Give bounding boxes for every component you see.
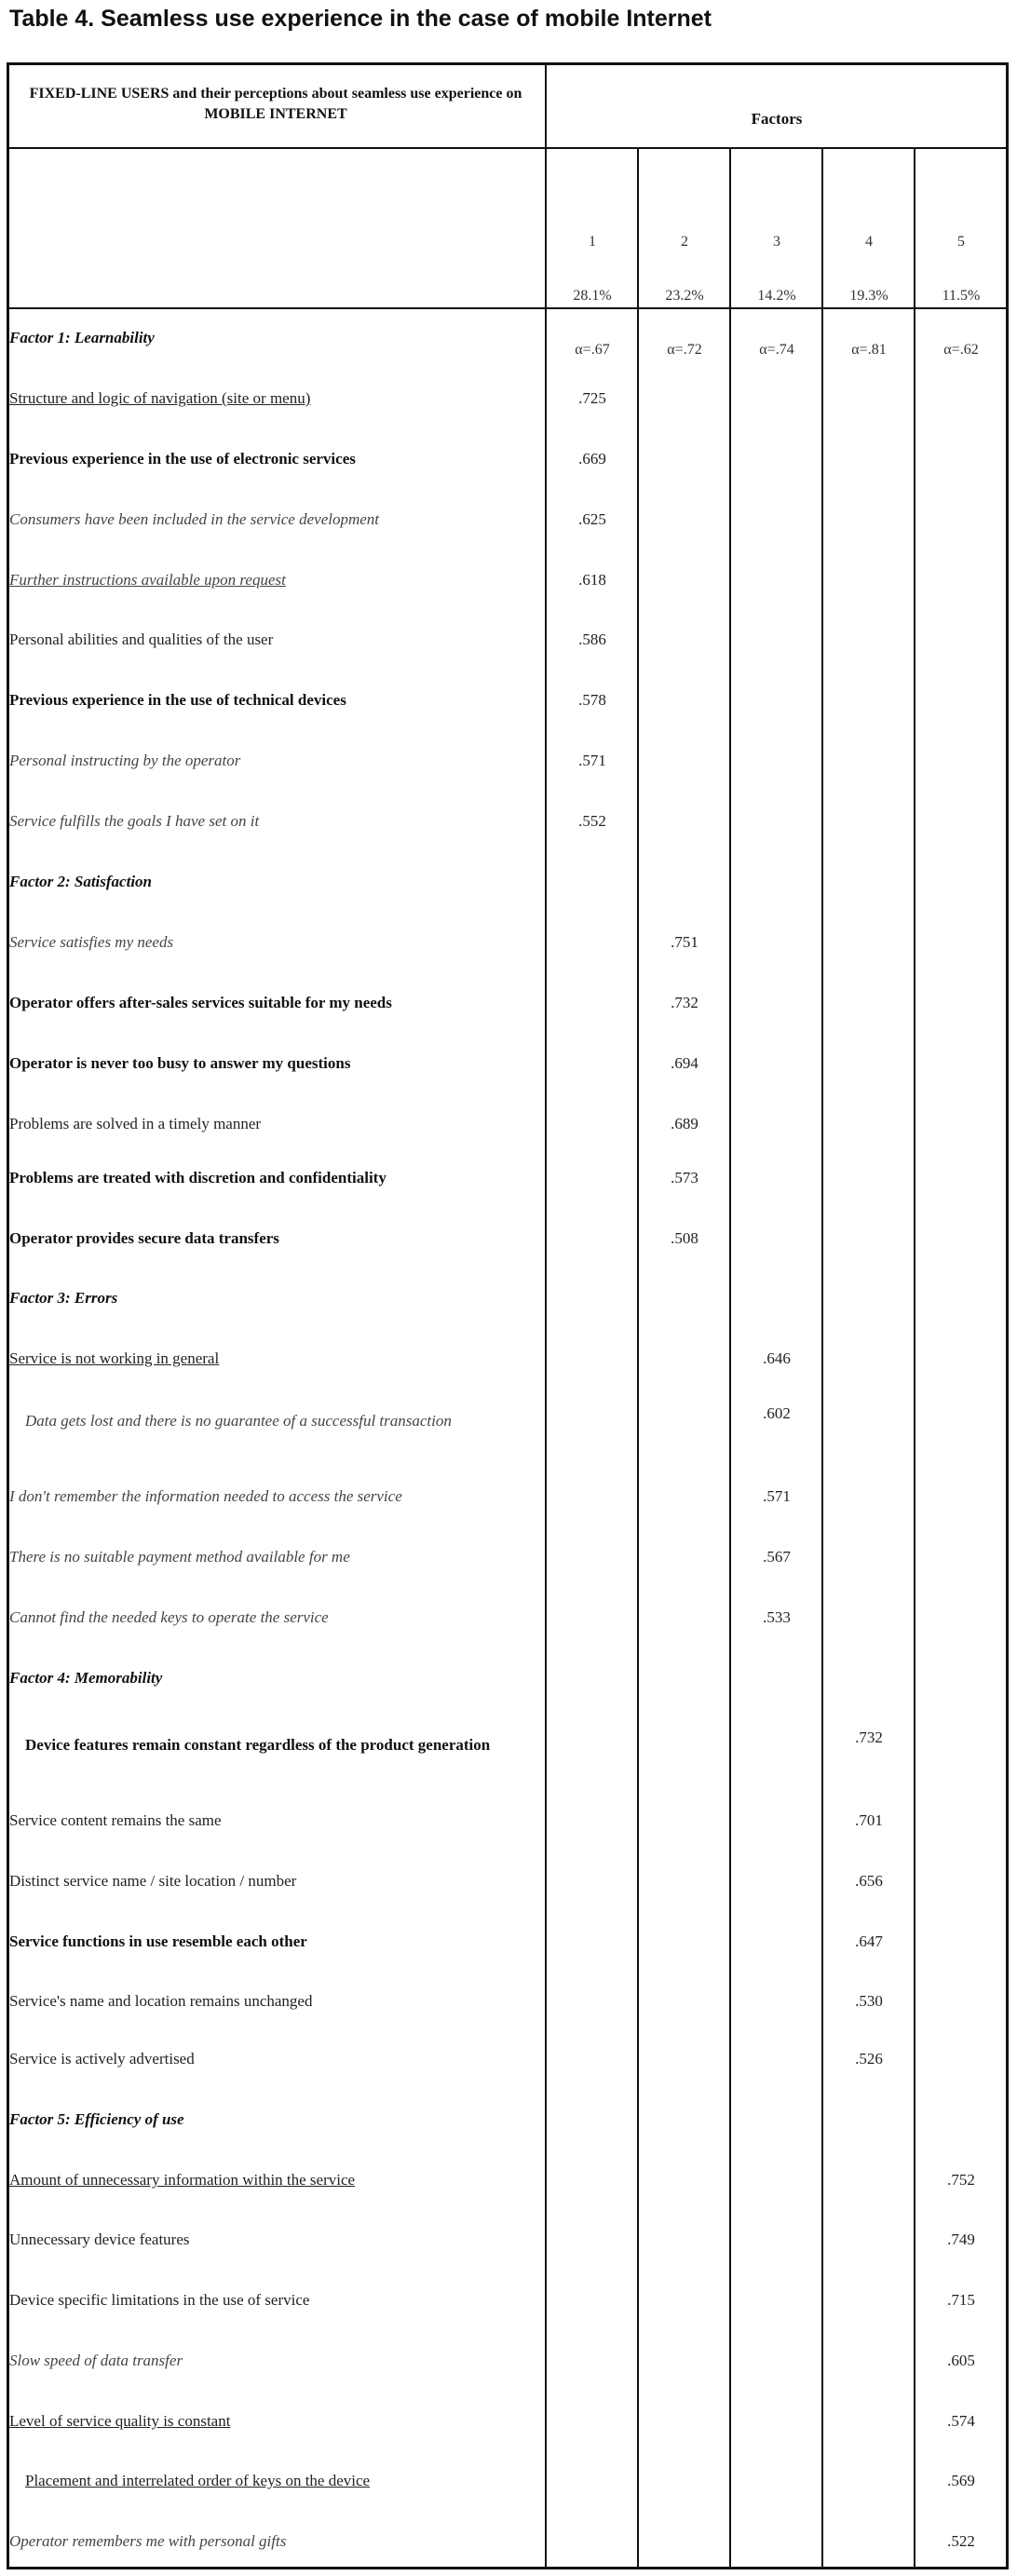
- item-label: Service functions in use resemble each other: [9, 1932, 307, 1950]
- item-label: Problems are solved in a timely manner: [9, 1115, 262, 1132]
- factor-number: 4: [865, 234, 873, 250]
- factor-loading: .602: [763, 1404, 791, 1422]
- item-label: Distinct service name / site location / number: [9, 1872, 297, 1890]
- factor-heading: Factor 2: Satisfaction: [9, 873, 153, 890]
- item-label: Structure and logic of navigation (site or menu): [9, 389, 311, 407]
- factor-variance: 23.2%: [665, 288, 704, 304]
- factor-loading: .725: [578, 389, 606, 407]
- factor-header-4: [824, 231, 914, 360]
- item-label: I don't remember the information needed to access the service: [9, 1487, 402, 1505]
- factor-alpha: α=.62: [943, 342, 979, 358]
- item-label: Cannot find the needed keys to operate the service: [9, 1608, 329, 1626]
- factor-header-3: [732, 231, 821, 360]
- item-label: Problems are treated with discretion and confidentiality: [9, 1169, 386, 1186]
- factor-loading: .732: [671, 994, 698, 1011]
- header-divider: [9, 147, 1006, 149]
- item-label: Level of service quality is constant: [9, 2412, 231, 2430]
- factor-variance: 19.3%: [849, 288, 888, 304]
- factor-alpha: α=.81: [851, 342, 887, 358]
- factor-loading: .530: [855, 1992, 883, 2010]
- column-divider: [821, 147, 823, 2567]
- item-label: Placement and interrelated order of keys on the device: [25, 2472, 371, 2489]
- factor-loading: .552: [578, 812, 606, 830]
- factor-loading: .669: [578, 450, 606, 468]
- factor-loading: .749: [947, 2230, 975, 2248]
- factor-loading: .533: [763, 1608, 791, 1626]
- item-label: Operator is never too busy to answer my questions: [9, 1054, 351, 1072]
- factor-header-2: [640, 231, 729, 360]
- factor-variance: 14.2%: [757, 288, 796, 304]
- factor-loading: .647: [855, 1932, 883, 1950]
- label-column-divider: [545, 65, 547, 2567]
- factor-loading: .571: [578, 752, 606, 769]
- factor-loading: .694: [671, 1054, 698, 1072]
- item-label: Slow speed of data transfer: [9, 2352, 183, 2369]
- item-label: Personal instructing by the operator: [9, 752, 241, 769]
- item-label: Previous experience in the use of electronic services: [9, 450, 356, 468]
- factor-alpha: α=.72: [667, 342, 702, 358]
- factor-number: 3: [773, 234, 780, 250]
- factor-loading: .586: [578, 630, 606, 648]
- factor-loading: .618: [578, 571, 606, 589]
- factor-loading: .508: [671, 1229, 698, 1247]
- factor-number: 2: [681, 234, 688, 250]
- factor-header-1: [548, 231, 637, 360]
- factor-loading: .752: [947, 2171, 975, 2189]
- column-divider: [729, 147, 731, 2567]
- factor-loading: .567: [763, 1548, 791, 1566]
- table-title: Table 4. Seamless use experience in the case of mobile Internet: [9, 6, 712, 32]
- item-label: Service is actively advertised: [9, 2050, 195, 2068]
- factor-loading: .689: [671, 1115, 698, 1132]
- factor-loading: .574: [947, 2412, 975, 2430]
- factor-loading: .701: [855, 1811, 883, 1829]
- column-divider: [637, 147, 639, 2567]
- item-label: Further instructions available upon request: [9, 571, 286, 589]
- item-label: There is no suitable payment method available for me: [9, 1548, 350, 1566]
- item-label: Device specific limitations in the use of service: [9, 2291, 310, 2309]
- factor-variance: 11.5%: [942, 288, 981, 304]
- item-label: Operator remembers me with personal gifts: [9, 2532, 287, 2550]
- item-label: Previous experience in the use of technical devices: [9, 691, 346, 709]
- item-label: Service is not working in general: [9, 1349, 220, 1367]
- factor-variance: 28.1%: [573, 288, 612, 304]
- factor-loading: .751: [671, 933, 698, 951]
- item-label: Operator offers after-sales services suitable for my needs: [9, 994, 392, 1011]
- factor-number: 1: [589, 234, 596, 250]
- factor-heading: Factor 3: Errors: [9, 1289, 118, 1307]
- factor-heading: Factor 4: Memorability: [9, 1669, 163, 1687]
- factor-loading: .605: [947, 2352, 975, 2369]
- factor-loading: .732: [855, 1729, 883, 1746]
- factor-heading: Factor 1: Learnability: [9, 329, 155, 346]
- factor-heading: Factor 5: Efficiency of use: [9, 2110, 184, 2128]
- factor-loading: .571: [763, 1487, 791, 1505]
- factor-loading: .569: [947, 2472, 975, 2489]
- item-label: Operator provides secure data transfers: [9, 1229, 279, 1247]
- item-label: Service fulfills the goals I have set on it: [9, 812, 260, 830]
- factor-loading: .715: [947, 2291, 975, 2309]
- item-label: Data gets lost and there is no guarantee of a successful transaction: [25, 1412, 452, 1430]
- factor-loading: .522: [947, 2532, 975, 2550]
- item-label: Amount of unnecessary information within the service: [9, 2171, 356, 2189]
- item-label: Service's name and location remains unchanged: [9, 1992, 313, 2010]
- item-label: Consumers have been included in the service development: [9, 510, 380, 528]
- factor-header-5: [916, 231, 1006, 360]
- item-label: Device features remain constant regardless of the product generation: [25, 1736, 491, 1754]
- factors-header: Factors: [751, 110, 803, 128]
- factor-table: [7, 62, 1009, 2569]
- factor-loading: .656: [855, 1872, 883, 1890]
- factor-loading: .578: [578, 691, 606, 709]
- column-divider: [914, 147, 915, 2567]
- factor-alpha: α=.67: [575, 342, 610, 358]
- factor-loading: .625: [578, 510, 606, 528]
- item-label: Personal abilities and qualities of the user: [9, 630, 274, 648]
- item-label: Service satisfies my needs: [9, 933, 174, 951]
- factor-number: 5: [957, 234, 965, 250]
- item-label: Service content remains the same: [9, 1811, 222, 1829]
- factor-loading: .573: [671, 1169, 698, 1186]
- factor-loading: .526: [855, 2050, 883, 2068]
- factor-loading: .646: [763, 1349, 791, 1367]
- row-header-label: FIXED-LINE USERS and their perceptions about seamless use experience on MOBILE INTERNET: [29, 86, 522, 122]
- item-label: Unnecessary device features: [9, 2230, 190, 2248]
- factor-alpha: α=.74: [759, 342, 794, 358]
